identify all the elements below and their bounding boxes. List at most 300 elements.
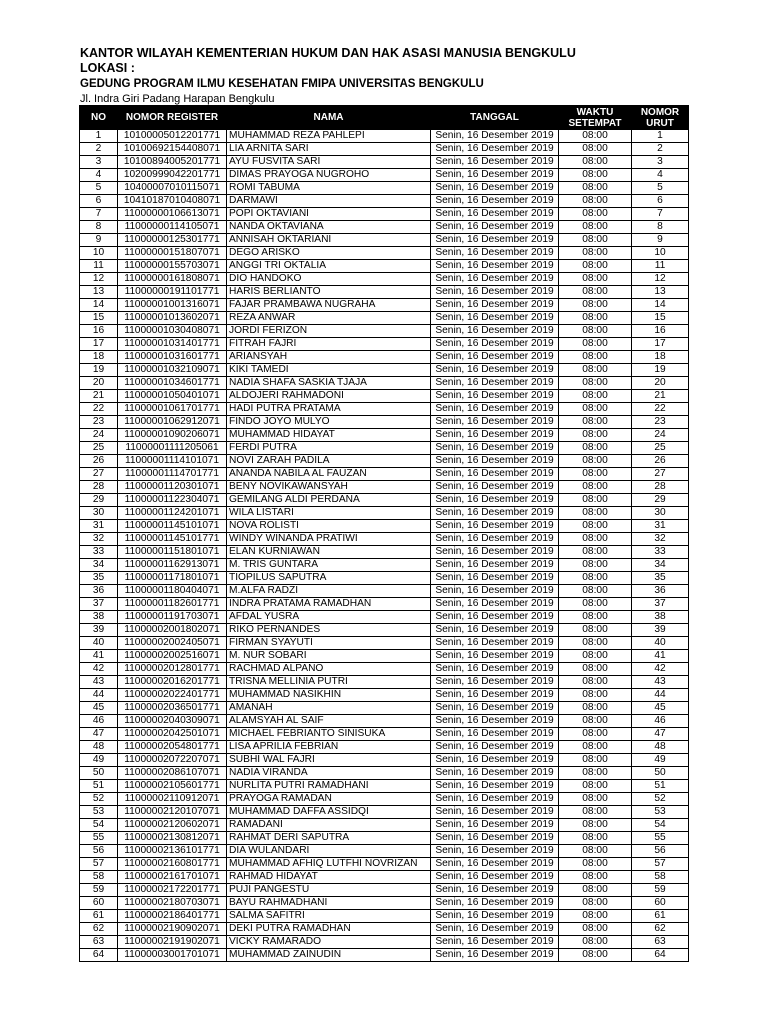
cell-register: 11000002036501771 bbox=[118, 702, 227, 715]
cell-order: 44 bbox=[632, 689, 689, 702]
cell-time: 08:00 bbox=[559, 572, 632, 585]
col-header-date: TANGGAL bbox=[431, 106, 559, 130]
cell-no: 20 bbox=[80, 377, 118, 390]
cell-no: 48 bbox=[80, 741, 118, 754]
cell-date: Senin, 16 Desember 2019 bbox=[431, 624, 559, 637]
cell-no: 55 bbox=[80, 832, 118, 845]
cell-no: 52 bbox=[80, 793, 118, 806]
cell-date: Senin, 16 Desember 2019 bbox=[431, 793, 559, 806]
table-row bbox=[80, 338, 689, 351]
cell-no: 1 bbox=[80, 130, 118, 143]
cell-register: 11000002012801771 bbox=[118, 663, 227, 676]
col-header-time: WAKTU SETEMPAT bbox=[559, 106, 632, 130]
table-row bbox=[80, 130, 689, 143]
cell-no: 35 bbox=[80, 572, 118, 585]
table-row bbox=[80, 208, 689, 221]
cell-name: DIO HANDOKO bbox=[227, 273, 431, 286]
cell-no: 37 bbox=[80, 598, 118, 611]
cell-time: 08:00 bbox=[559, 559, 632, 572]
cell-time: 08:00 bbox=[559, 780, 632, 793]
cell-name: ANGGI TRI OKTALIA bbox=[227, 260, 431, 273]
cell-register: 11000002072207071 bbox=[118, 754, 227, 767]
cell-no: 13 bbox=[80, 286, 118, 299]
cell-name: ARIANSYAH bbox=[227, 351, 431, 364]
table-row bbox=[80, 429, 689, 442]
cell-name: MUHAMMAD AFHIQ LUTFHI NOVRIZAN bbox=[227, 858, 431, 871]
cell-name: MUHAMMAD REZA PAHLEPI bbox=[227, 130, 431, 143]
cell-order: 50 bbox=[632, 767, 689, 780]
cell-name: NADIA VIRANDA bbox=[227, 767, 431, 780]
cell-order: 11 bbox=[632, 260, 689, 273]
cell-name: DARMAWI bbox=[227, 195, 431, 208]
cell-order: 3 bbox=[632, 156, 689, 169]
cell-register: 11000002016201771 bbox=[118, 676, 227, 689]
cell-time: 08:00 bbox=[559, 923, 632, 936]
cell-date: Senin, 16 Desember 2019 bbox=[431, 455, 559, 468]
cell-time: 08:00 bbox=[559, 598, 632, 611]
cell-register: 11000002054801771 bbox=[118, 741, 227, 754]
cell-order: 1 bbox=[632, 130, 689, 143]
cell-no: 15 bbox=[80, 312, 118, 325]
cell-name: BENY NOVIKAWANSYAH bbox=[227, 481, 431, 494]
cell-date: Senin, 16 Desember 2019 bbox=[431, 403, 559, 416]
cell-time: 08:00 bbox=[559, 741, 632, 754]
table-row bbox=[80, 442, 689, 455]
table-row bbox=[80, 702, 689, 715]
table-row bbox=[80, 806, 689, 819]
cell-order: 42 bbox=[632, 663, 689, 676]
cell-date: Senin, 16 Desember 2019 bbox=[431, 130, 559, 143]
cell-order: 8 bbox=[632, 221, 689, 234]
cell-register: 11000000155703071 bbox=[118, 260, 227, 273]
cell-no: 27 bbox=[80, 468, 118, 481]
cell-date: Senin, 16 Desember 2019 bbox=[431, 195, 559, 208]
col-header-order: NOMOR URUT bbox=[632, 106, 689, 130]
table-row bbox=[80, 143, 689, 156]
cell-time: 08:00 bbox=[559, 819, 632, 832]
cell-name: PRAYOGA RAMADAN bbox=[227, 793, 431, 806]
cell-register: 11000000125301771 bbox=[118, 234, 227, 247]
cell-date: Senin, 16 Desember 2019 bbox=[431, 364, 559, 377]
cell-date: Senin, 16 Desember 2019 bbox=[431, 572, 559, 585]
cell-time: 08:00 bbox=[559, 260, 632, 273]
cell-order: 58 bbox=[632, 871, 689, 884]
cell-register: 11000001180404071 bbox=[118, 585, 227, 598]
cell-name: POPI OKTAVIANI bbox=[227, 208, 431, 221]
cell-time: 08:00 bbox=[559, 728, 632, 741]
cell-date: Senin, 16 Desember 2019 bbox=[431, 598, 559, 611]
cell-date: Senin, 16 Desember 2019 bbox=[431, 325, 559, 338]
cell-date: Senin, 16 Desember 2019 bbox=[431, 780, 559, 793]
cell-no: 12 bbox=[80, 273, 118, 286]
col-header-no: NO bbox=[80, 106, 118, 130]
cell-time: 08:00 bbox=[559, 936, 632, 949]
cell-name: DEGO ARISKO bbox=[227, 247, 431, 260]
table-row bbox=[80, 286, 689, 299]
cell-order: 55 bbox=[632, 832, 689, 845]
cell-register: 11000002002516071 bbox=[118, 650, 227, 663]
cell-no: 47 bbox=[80, 728, 118, 741]
cell-register: 11000001145101071 bbox=[118, 520, 227, 533]
cell-no: 49 bbox=[80, 754, 118, 767]
cell-time: 08:00 bbox=[559, 338, 632, 351]
cell-order: 56 bbox=[632, 845, 689, 858]
cell-register: 11000002191902071 bbox=[118, 936, 227, 949]
document-header bbox=[80, 46, 576, 106]
cell-date: Senin, 16 Desember 2019 bbox=[431, 663, 559, 676]
cell-name: MUHAMMAD ZAINUDIN bbox=[227, 949, 431, 962]
cell-date: Senin, 16 Desember 2019 bbox=[431, 533, 559, 546]
cell-no: 32 bbox=[80, 533, 118, 546]
cell-register: 11000002110912071 bbox=[118, 793, 227, 806]
cell-no: 7 bbox=[80, 208, 118, 221]
cell-date: Senin, 16 Desember 2019 bbox=[431, 481, 559, 494]
cell-name: SUBHI WAL FAJRI bbox=[227, 754, 431, 767]
cell-time: 08:00 bbox=[559, 949, 632, 962]
cell-no: 24 bbox=[80, 429, 118, 442]
cell-order: 29 bbox=[632, 494, 689, 507]
cell-no: 61 bbox=[80, 910, 118, 923]
cell-register: 11000002105601771 bbox=[118, 780, 227, 793]
cell-no: 4 bbox=[80, 169, 118, 182]
table-row bbox=[80, 624, 689, 637]
cell-time: 08:00 bbox=[559, 156, 632, 169]
cell-register: 11000001124201071 bbox=[118, 507, 227, 520]
cell-order: 25 bbox=[632, 442, 689, 455]
cell-name: ANNISAH OKTARIANI bbox=[227, 234, 431, 247]
cell-order: 24 bbox=[632, 429, 689, 442]
cell-name: ANANDA NABILA AL FAUZAN bbox=[227, 468, 431, 481]
cell-order: 21 bbox=[632, 390, 689, 403]
cell-register: 11000003001701071 bbox=[118, 949, 227, 962]
cell-time: 08:00 bbox=[559, 507, 632, 520]
cell-register: 11000002180703071 bbox=[118, 897, 227, 910]
table-row bbox=[80, 923, 689, 936]
table-row bbox=[80, 585, 689, 598]
cell-name: HADI PUTRA PRATAMA bbox=[227, 403, 431, 416]
cell-order: 19 bbox=[632, 364, 689, 377]
cell-name: RAHMAT DERI SAPUTRA bbox=[227, 832, 431, 845]
table-row bbox=[80, 819, 689, 832]
cell-time: 08:00 bbox=[559, 169, 632, 182]
cell-name: FAJAR PRAMBAWA NUGRAHA bbox=[227, 299, 431, 312]
cell-name: MICHAEL FEBRIANTO SINISUKA bbox=[227, 728, 431, 741]
table-row bbox=[80, 299, 689, 312]
cell-name: M. TRIS GUNTARA bbox=[227, 559, 431, 572]
table-row bbox=[80, 884, 689, 897]
cell-time: 08:00 bbox=[559, 767, 632, 780]
cell-name: NURLITA PUTRI RAMADHANI bbox=[227, 780, 431, 793]
cell-order: 39 bbox=[632, 624, 689, 637]
cell-time: 08:00 bbox=[559, 689, 632, 702]
col-header-register: NOMOR REGISTER bbox=[118, 106, 227, 130]
cell-name: WINDY WINANDA PRATIWI bbox=[227, 533, 431, 546]
cell-order: 57 bbox=[632, 858, 689, 871]
cell-time: 08:00 bbox=[559, 481, 632, 494]
cell-time: 08:00 bbox=[559, 871, 632, 884]
cell-name: LISA APRILIA FEBRIAN bbox=[227, 741, 431, 754]
cell-register: 11000001162913071 bbox=[118, 559, 227, 572]
cell-no: 23 bbox=[80, 416, 118, 429]
cell-order: 20 bbox=[632, 377, 689, 390]
cell-order: 37 bbox=[632, 598, 689, 611]
cell-order: 52 bbox=[632, 793, 689, 806]
cell-date: Senin, 16 Desember 2019 bbox=[431, 286, 559, 299]
cell-date: Senin, 16 Desember 2019 bbox=[431, 520, 559, 533]
cell-order: 16 bbox=[632, 325, 689, 338]
cell-no: 18 bbox=[80, 351, 118, 364]
cell-time: 08:00 bbox=[559, 585, 632, 598]
table-row bbox=[80, 897, 689, 910]
cell-no: 36 bbox=[80, 585, 118, 598]
table-row bbox=[80, 169, 689, 182]
cell-no: 5 bbox=[80, 182, 118, 195]
cell-register: 11000001061701771 bbox=[118, 403, 227, 416]
cell-time: 08:00 bbox=[559, 403, 632, 416]
cell-date: Senin, 16 Desember 2019 bbox=[431, 806, 559, 819]
cell-no: 53 bbox=[80, 806, 118, 819]
cell-date: Senin, 16 Desember 2019 bbox=[431, 429, 559, 442]
cell-register: 11000002190902071 bbox=[118, 923, 227, 936]
cell-name: PUJI PANGESTU bbox=[227, 884, 431, 897]
table-row bbox=[80, 845, 689, 858]
cell-order: 15 bbox=[632, 312, 689, 325]
cell-time: 08:00 bbox=[559, 533, 632, 546]
cell-date: Senin, 16 Desember 2019 bbox=[431, 637, 559, 650]
table-row bbox=[80, 780, 689, 793]
cell-no: 45 bbox=[80, 702, 118, 715]
cell-name: TIOPILUS SAPUTRA bbox=[227, 572, 431, 585]
cell-name: RAMADANI bbox=[227, 819, 431, 832]
col-header-name: NAMA bbox=[227, 106, 431, 130]
cell-time: 08:00 bbox=[559, 702, 632, 715]
cell-name: DIA WULANDARI bbox=[227, 845, 431, 858]
cell-register: 11000000161808071 bbox=[118, 273, 227, 286]
cell-date: Senin, 16 Desember 2019 bbox=[431, 208, 559, 221]
cell-date: Senin, 16 Desember 2019 bbox=[431, 650, 559, 663]
cell-register: 11000002160801771 bbox=[118, 858, 227, 871]
cell-order: 7 bbox=[632, 208, 689, 221]
table-row bbox=[80, 403, 689, 416]
cell-register: 11000001034601771 bbox=[118, 377, 227, 390]
table-row bbox=[80, 533, 689, 546]
cell-no: 31 bbox=[80, 520, 118, 533]
cell-order: 64 bbox=[632, 949, 689, 962]
cell-name: NADIA SHAFA SASKIA TJAJA bbox=[227, 377, 431, 390]
cell-register: 11000002042501071 bbox=[118, 728, 227, 741]
cell-time: 08:00 bbox=[559, 273, 632, 286]
cell-order: 12 bbox=[632, 273, 689, 286]
cell-order: 41 bbox=[632, 650, 689, 663]
cell-register: 11000001013602071 bbox=[118, 312, 227, 325]
table-row bbox=[80, 650, 689, 663]
cell-no: 2 bbox=[80, 143, 118, 156]
table-row bbox=[80, 611, 689, 624]
cell-order: 43 bbox=[632, 676, 689, 689]
cell-time: 08:00 bbox=[559, 143, 632, 156]
table-row bbox=[80, 949, 689, 962]
table-row bbox=[80, 871, 689, 884]
cell-date: Senin, 16 Desember 2019 bbox=[431, 169, 559, 182]
cell-register: 10100894005201771 bbox=[118, 156, 227, 169]
cell-time: 08:00 bbox=[559, 910, 632, 923]
cell-name: KIKI TAMEDI bbox=[227, 364, 431, 377]
cell-register: 11000001120301071 bbox=[118, 481, 227, 494]
table-row bbox=[80, 416, 689, 429]
table-row bbox=[80, 793, 689, 806]
cell-date: Senin, 16 Desember 2019 bbox=[431, 260, 559, 273]
cell-order: 46 bbox=[632, 715, 689, 728]
cell-date: Senin, 16 Desember 2019 bbox=[431, 442, 559, 455]
cell-time: 08:00 bbox=[559, 286, 632, 299]
table-row bbox=[80, 754, 689, 767]
cell-order: 38 bbox=[632, 611, 689, 624]
cell-no: 29 bbox=[80, 494, 118, 507]
cell-date: Senin, 16 Desember 2019 bbox=[431, 390, 559, 403]
cell-no: 54 bbox=[80, 819, 118, 832]
cell-date: Senin, 16 Desember 2019 bbox=[431, 247, 559, 260]
cell-date: Senin, 16 Desember 2019 bbox=[431, 507, 559, 520]
cell-no: 42 bbox=[80, 663, 118, 676]
cell-register: 11000002130812071 bbox=[118, 832, 227, 845]
cell-no: 3 bbox=[80, 156, 118, 169]
cell-no: 21 bbox=[80, 390, 118, 403]
cell-no: 22 bbox=[80, 403, 118, 416]
cell-time: 08:00 bbox=[559, 247, 632, 260]
table-row bbox=[80, 390, 689, 403]
cell-register: 11000002161701071 bbox=[118, 871, 227, 884]
location-building: GEDUNG PROGRAM ILMU KESEHATAN FMIPA UNIVERSITAS BENGKULU bbox=[80, 78, 484, 90]
cell-name: NANDA OKTAVIANA bbox=[227, 221, 431, 234]
cell-order: 30 bbox=[632, 507, 689, 520]
cell-no: 51 bbox=[80, 780, 118, 793]
cell-no: 39 bbox=[80, 624, 118, 637]
cell-date: Senin, 16 Desember 2019 bbox=[431, 377, 559, 390]
cell-order: 62 bbox=[632, 923, 689, 936]
cell-time: 08:00 bbox=[559, 520, 632, 533]
cell-order: 13 bbox=[632, 286, 689, 299]
cell-order: 22 bbox=[632, 403, 689, 416]
cell-register: 11000002120107071 bbox=[118, 806, 227, 819]
cell-register: 11000001001316071 bbox=[118, 299, 227, 312]
cell-no: 60 bbox=[80, 897, 118, 910]
cell-time: 08:00 bbox=[559, 897, 632, 910]
cell-name: MUHAMMAD HIDAYAT bbox=[227, 429, 431, 442]
cell-register: 11000000114105071 bbox=[118, 221, 227, 234]
cell-date: Senin, 16 Desember 2019 bbox=[431, 221, 559, 234]
cell-date: Senin, 16 Desember 2019 bbox=[431, 845, 559, 858]
cell-name: BAYU RAHMADHANI bbox=[227, 897, 431, 910]
cell-order: 14 bbox=[632, 299, 689, 312]
cell-no: 26 bbox=[80, 455, 118, 468]
cell-time: 08:00 bbox=[559, 390, 632, 403]
cell-register: 11000000151807071 bbox=[118, 247, 227, 260]
cell-no: 38 bbox=[80, 611, 118, 624]
cell-register: 11000001122304071 bbox=[118, 494, 227, 507]
cell-date: Senin, 16 Desember 2019 bbox=[431, 949, 559, 962]
table-row bbox=[80, 325, 689, 338]
table-row bbox=[80, 741, 689, 754]
cell-register: 11000001050401071 bbox=[118, 390, 227, 403]
cell-register: 11000001062912071 bbox=[118, 416, 227, 429]
table-row bbox=[80, 767, 689, 780]
table-row bbox=[80, 689, 689, 702]
table-row bbox=[80, 195, 689, 208]
table-row bbox=[80, 520, 689, 533]
cell-time: 08:00 bbox=[559, 325, 632, 338]
cell-date: Senin, 16 Desember 2019 bbox=[431, 676, 559, 689]
cell-name: SALMA SAFITRI bbox=[227, 910, 431, 923]
cell-date: Senin, 16 Desember 2019 bbox=[431, 728, 559, 741]
cell-date: Senin, 16 Desember 2019 bbox=[431, 468, 559, 481]
table-row bbox=[80, 936, 689, 949]
cell-date: Senin, 16 Desember 2019 bbox=[431, 715, 559, 728]
cell-register: 11000000106613071 bbox=[118, 208, 227, 221]
table-row bbox=[80, 832, 689, 845]
cell-register: 11000001145101771 bbox=[118, 533, 227, 546]
table-row bbox=[80, 507, 689, 520]
table-row bbox=[80, 351, 689, 364]
cell-name: RAHMAD HIDAYAT bbox=[227, 871, 431, 884]
cell-name: NOVA ROLISTI bbox=[227, 520, 431, 533]
table-row bbox=[80, 156, 689, 169]
cell-order: 2 bbox=[632, 143, 689, 156]
cell-no: 44 bbox=[80, 689, 118, 702]
cell-name: FITRAH FAJRI bbox=[227, 338, 431, 351]
cell-register: 11000001090206071 bbox=[118, 429, 227, 442]
table-row bbox=[80, 481, 689, 494]
cell-order: 34 bbox=[632, 559, 689, 572]
location-label: LOKASI : bbox=[80, 61, 135, 75]
cell-name: MUHAMMAD DAFFA ASSIDQI bbox=[227, 806, 431, 819]
cell-order: 5 bbox=[632, 182, 689, 195]
cell-date: Senin, 16 Desember 2019 bbox=[431, 351, 559, 364]
table-row bbox=[80, 858, 689, 871]
cell-order: 59 bbox=[632, 884, 689, 897]
cell-time: 08:00 bbox=[559, 754, 632, 767]
cell-register: 11000001114101071 bbox=[118, 455, 227, 468]
table-row bbox=[80, 364, 689, 377]
cell-register: 11000002172201771 bbox=[118, 884, 227, 897]
cell-name: WILA LISTARI bbox=[227, 507, 431, 520]
cell-date: Senin, 16 Desember 2019 bbox=[431, 416, 559, 429]
office-title: KANTOR WILAYAH KEMENTERIAN HUKUM DAN HAK ASASI MANUSIA BENGKULU bbox=[80, 46, 576, 60]
cell-name: M.ALFA RADZI bbox=[227, 585, 431, 598]
cell-register: 11000001171801071 bbox=[118, 572, 227, 585]
cell-date: Senin, 16 Desember 2019 bbox=[431, 559, 559, 572]
cell-date: Senin, 16 Desember 2019 bbox=[431, 494, 559, 507]
cell-time: 08:00 bbox=[559, 494, 632, 507]
cell-date: Senin, 16 Desember 2019 bbox=[431, 143, 559, 156]
cell-order: 33 bbox=[632, 546, 689, 559]
cell-register: 11000002186401771 bbox=[118, 910, 227, 923]
cell-time: 08:00 bbox=[559, 845, 632, 858]
cell-order: 63 bbox=[632, 936, 689, 949]
cell-register: 11000002002405071 bbox=[118, 637, 227, 650]
cell-register: 10200999042201771 bbox=[118, 169, 227, 182]
cell-order: 27 bbox=[632, 468, 689, 481]
table-row bbox=[80, 182, 689, 195]
cell-name: INDRA PRATAMA RAMADHAN bbox=[227, 598, 431, 611]
cell-name: ELAN KURNIAWAN bbox=[227, 546, 431, 559]
cell-time: 08:00 bbox=[559, 715, 632, 728]
cell-name: FIRMAN SYAYUTI bbox=[227, 637, 431, 650]
cell-no: 14 bbox=[80, 299, 118, 312]
cell-order: 51 bbox=[632, 780, 689, 793]
location-address: Jl. Indra Giri Padang Harapan Bengkulu bbox=[80, 93, 275, 105]
cell-time: 08:00 bbox=[559, 676, 632, 689]
cell-time: 08:00 bbox=[559, 377, 632, 390]
